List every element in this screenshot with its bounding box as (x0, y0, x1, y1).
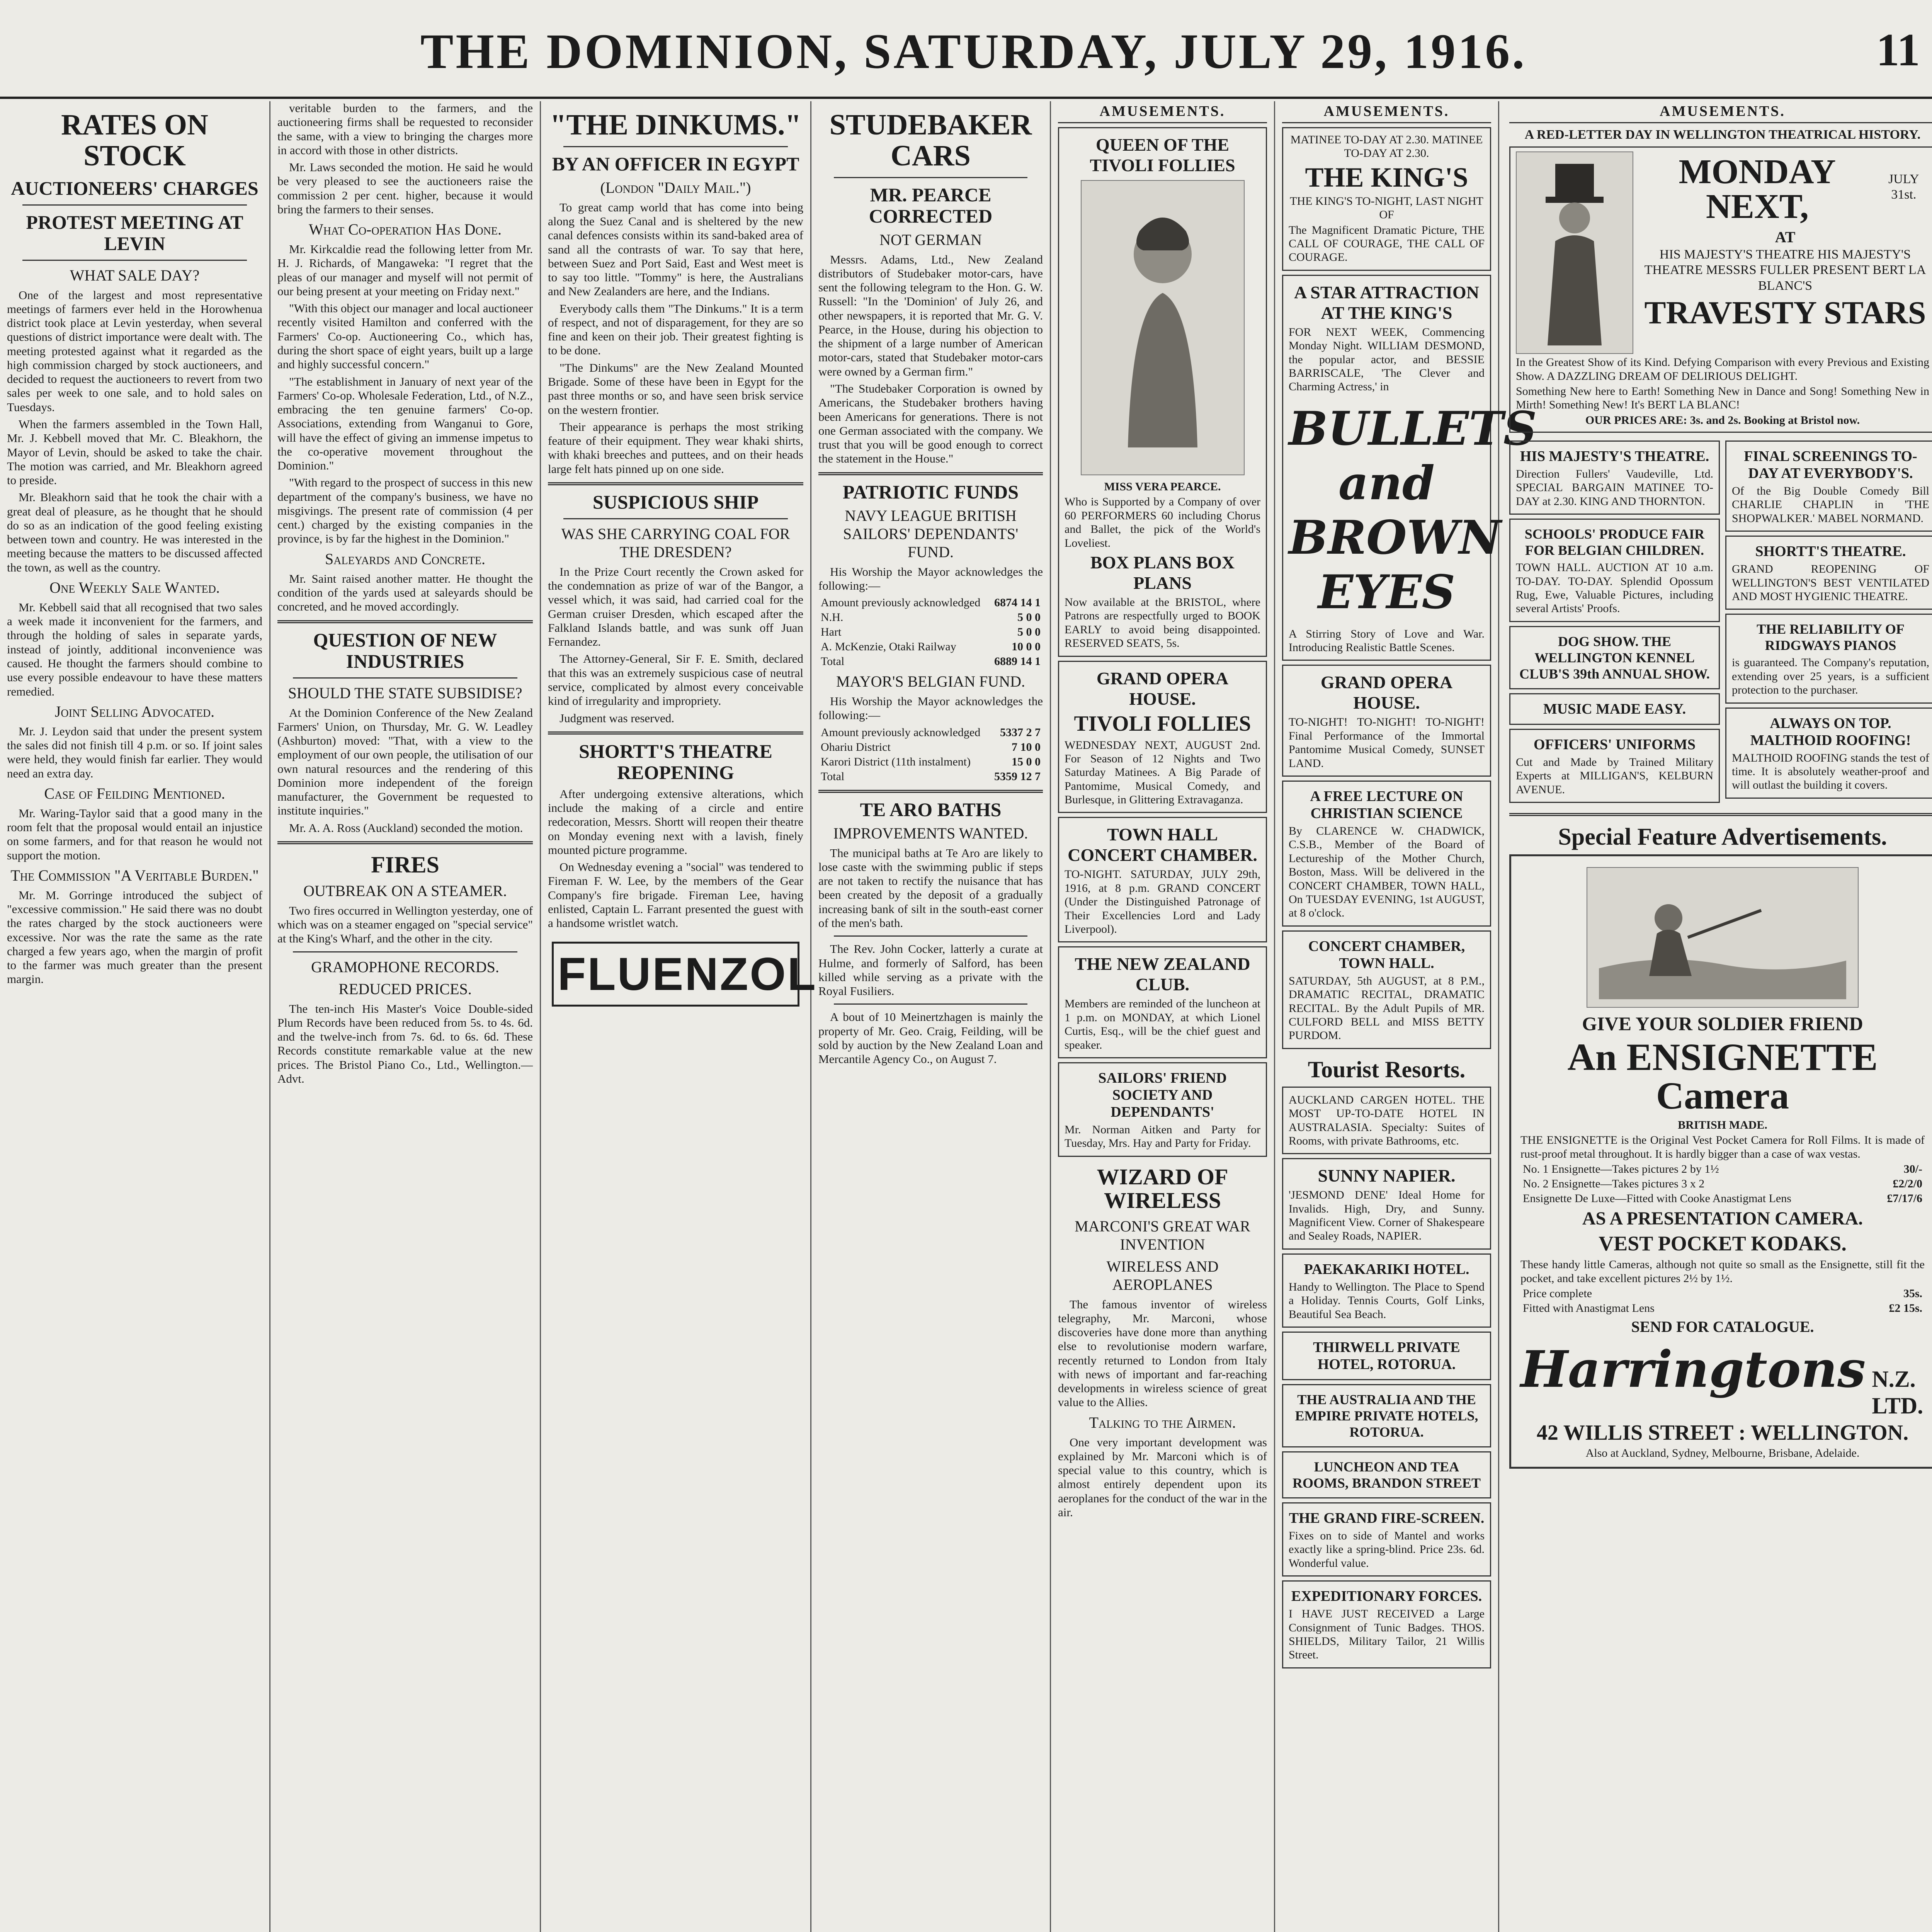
list-label: No. 2 Ensignette—Takes pictures 3 x 2 (1523, 1177, 1705, 1190)
portrait-caption: MISS VERA PEARCE. (1104, 480, 1221, 493)
article-paragraph: The famous inventor of wireless telegraphy, Mr. Marconi, whose discoveries have done more than anything else to revolutionise modern warfare, recently returned to London from Italy with news of important and far-reaching developments in wireless science of great value to the Allies. (1058, 1297, 1267, 1409)
divider (277, 620, 533, 623)
advert-text: FOR NEXT WEEK, Commencing Monday Night. WILLIAM DESMOND, the popular actor, and BESSIE BARRISCALE, 'The Clever and Charming Actress,' in (1289, 325, 1485, 393)
article-paragraph: "The Studebaker Corporation is owned by Americans, the Studebaker brothers having been Americans for generations. There is not one German associated with the company. We trust that you will be good enough to correct the statement in the House." (818, 381, 1043, 466)
subhead-joint-selling: Joint Selling Advocated. (54, 702, 215, 720)
article-paragraph: Mr. Waring-Taylor said that a good many in the room felt that the proposal would entail an injustice on some farmers, and for that reason he would not support the motion. (7, 806, 262, 862)
amusements-header: AMUSEMENTS. (1282, 103, 1491, 123)
divider (22, 204, 247, 206)
advert-text: Members are reminded of the luncheon at 1 p.m. on MONDAY, at which Lionel Curtis, Esq., will be the chief guest and speaker. (1065, 997, 1260, 1051)
subhead-marconi: MARCONI'S GREAT WAR INVENTION (1075, 1217, 1250, 1253)
list-value: 7 10 0 (1012, 740, 1041, 753)
headline-tourist-resorts: Tourist Resorts. (1308, 1056, 1466, 1082)
article-paragraph: After undergoing extensive alterations, which include the making of a circle and entire redecoration, Messrs. Shortt will reopen their theatre on Monday evening next with a lavish, finely mounted picture programme. (548, 787, 803, 857)
advert-prices: OUR PRICES ARE: 3s. and 2s. Booking at Bristol now. (1585, 413, 1860, 427)
advert-heading: LUNCHEON AND TEA ROOMS, BRANDON STREET (1292, 1459, 1481, 1491)
harringtons-logo: Harringtons (1520, 1340, 1866, 1399)
advert-heading: THE RELIABILITY OF RIDGWAYS PIANOS (1757, 621, 1905, 653)
advert-heading: AS A PRESENTATION CAMERA. (1582, 1208, 1863, 1229)
divider (22, 260, 247, 261)
list-label: Ensignette De Luxe—Fitted with Cooke Anastigmat Lens (1523, 1192, 1791, 1205)
subhead-state-subsidise: SHOULD THE STATE SUBSIDISE? (288, 684, 522, 702)
list-row (1523, 1301, 1922, 1315)
list-row (821, 625, 1041, 639)
advert-heading: CONCERT CHAMBER, TOWN HALL. (1308, 938, 1465, 971)
advert-dramatic-recital (1282, 930, 1491, 1049)
advert-heading: SUNNY NAPIER. (1318, 1166, 1456, 1186)
advert-christian-science (1282, 781, 1491, 927)
subhead-what-sale-day: WHAT SALE DAY? (70, 266, 200, 284)
headline-studebaker: STUDEBAKER CARS (829, 109, 1032, 172)
advert-box-plans: BOX PLANS BOX PLANS (1090, 552, 1235, 593)
advert-heading: A FREE LECTURE ON CHRISTIAN SCIENCE (1310, 788, 1463, 822)
headline-shortts-theatre: SHORTT'S THEATRE REOPENING (579, 740, 772, 783)
article-paragraph: At the Dominion Conference of the New Zealand Farmers' Union, on Thursday, Mr. G. W. Leadley (Ashburton) moved: "That, with a view to the employment of our own people, the utilisation of our own natural resources and the rendering of this Dominion more independent of the foreign manufacturer, the Government be requested to institute inquiries." (277, 706, 533, 818)
divider (563, 146, 788, 147)
advert-text: TOWN HALL. AUCTION AT 10 a.m. TO-DAY. TO-DAY. Splendid Opossum Rug, Ewe, Valuable Pictures, including several Artists' Proofs. (1516, 561, 1713, 615)
advert-heading: SHORTT'S THEATRE. (1755, 543, 1906, 560)
advert-text: Who is Supported by a Company of over 60 PERFORMERS 60 including Chorus and Ballet, the pick of the World's Loveliest. (1065, 495, 1260, 549)
advert-text: These handy little Cameras, although not quite so small as the Ensignette, still fit the pocket, and take excellent pictures 2½ by 1½. (1520, 1258, 1925, 1285)
subhead-auctioneers-charges: AUCTIONEERS' CHARGES (11, 177, 259, 199)
subhead-protest-meeting: PROTEST MEETING AT LEVIN (26, 211, 243, 254)
list-value: 5337 2 7 (1000, 726, 1041, 739)
article-paragraph: A bout of 10 Meinertzhagen is mainly the property of Mr. Geo. Craig, Feilding, will be sold by auction by the New Zealand Loan and Mercantile Agency Co., on August 7. (818, 1010, 1043, 1066)
advert-heading: ALWAYS ON TOP. MALTHOID ROOFING! (1750, 715, 1911, 748)
list-row (821, 640, 1041, 654)
article-paragraph: His Worship the Mayor acknowledges the following:— (818, 565, 1043, 592)
advert-text: SATURDAY, 5th AUGUST, at 8 P.M., DRAMATIC RECITAL, DRAMATIC RECITAL. By the Adult Pupils of MR. CULFORD BELL and MISS BETTY PURDOM. (1289, 974, 1485, 1042)
list-label: Amount previously acknowledged (821, 596, 981, 609)
divider (818, 790, 1043, 793)
advert-cargen-hotel (1282, 1087, 1491, 1155)
article-paragraph: Mr. Kebbell said that all recognised that two sales a week made it inconvenient for the farmers, and through the holding of sales in separate yards, instead of jointly, additional inconvenience was caused. He thought the farmers should combine to use every possible endeavour to have these matters remedied. (7, 600, 262, 698)
article-paragraph: On Wednesday evening a "social" was tendered to Fireman F. W. Lee, by the members of the Gear Company's fire brigade. Fireman Lee, having enlisted, Captain L. Farrant presented the guest with a handsome wristlet watch. (548, 860, 803, 930)
list-value: 10 0 0 (1012, 640, 1041, 653)
list-label: Price complete (1523, 1287, 1592, 1300)
advert-text: Direction Fullers' Vaudeville, Ltd. SPECIAL BARGAIN MATINEE TO-DAY at 2.30. KING AND THORNTON. (1516, 468, 1713, 508)
divider (293, 951, 517, 952)
advert-heading: SCHOOLS' PRODUCE FAIR FOR BELGIAN CHILDREN. (1524, 526, 1705, 558)
subhead-saleyards: Saleyards and Concrete. (325, 550, 485, 568)
article-paragraph: His Worship the Mayor acknowledges the following:— (818, 694, 1043, 722)
article-paragraph: The Attorney-General, Sir F. E. Smith, declared that this was an extremely suspicious case of neutral service, complicated by almost every conceivable kind of irregularity and impropriety. (548, 652, 803, 708)
advert-text: In the Greatest Show of its Kind. Defying Comparison with every Previous and Existing Show. A DAZZLING DREAM OF DELIRIOUS DELIGHT. (1516, 356, 1929, 383)
advert-title: MONDAY NEXT, (1679, 153, 1836, 226)
article-paragraph: Messrs. Adams, Ltd., New Zealand distributors of Studebaker motor-cars, have sent the following telegram to the Hon. G. W. Russell: "In the 'Dominion' of July 26, and other newspapers, it is reported that Mr. G. V. Pearce, in the House, during his objection to the shipment of a large number of American motor-cars, stated that Studebaker motor-cars were owned by a German firm." (818, 252, 1043, 378)
subhead-officer-in-egypt: BY AN OFFICER IN EGYPT (552, 153, 799, 175)
advert-text: is guaranteed. The Company's reputation, extending over 25 years, is a sufficient protection to the purchaser. (1732, 656, 1929, 697)
advert-the-kings (1282, 127, 1491, 271)
article-paragraph: "The establishment in January of next year of the Farmers' Co-op. Wholesale Federation, Ltd., of N.Z., embracing the ten genuine farmers' Co-op. Associations, extending from Wanganui to Gore, will have the effect of giving an immense impetus to the co-operative movement throughout the Dominion." (277, 374, 533, 473)
advert-town-hall-concert (1058, 817, 1267, 942)
advert-text: GRAND REOPENING OF WELLINGTON'S BEST VENTILATED AND MOST HYGIENIC THEATRE. (1732, 563, 1929, 603)
top-hat-figure-illustration (1516, 151, 1633, 354)
advert-heading: VEST POCKET KODAKS. (1599, 1232, 1847, 1255)
advert-text: TO-NIGHT! TO-NIGHT! TO-NIGHT! Final Performance of the Immortal Pantomime Musical Comedy, SUNSET LAND. (1289, 716, 1485, 770)
list-row (821, 726, 1041, 740)
advert-tivoli-queen (1058, 127, 1267, 657)
advert-luncheon-rooms (1282, 1451, 1491, 1498)
list-label: Total (821, 655, 845, 668)
advert-heading: THIRWELL PRIVATE HOTEL, ROTORUA. (1313, 1339, 1460, 1373)
divider (563, 518, 788, 519)
list-value: 6889 14 1 (994, 655, 1041, 668)
subhead-not-german: NOT GERMAN (879, 231, 982, 248)
fluenzol-advert: FLUENZOL (552, 942, 799, 1007)
list-row (1523, 1177, 1922, 1191)
subhead-steamer-outbreak: OUTBREAK ON A STEAMER. (303, 882, 507, 900)
list-row (821, 596, 1041, 610)
advert-heading: OFFICERS' UNIFORMS (1533, 736, 1696, 753)
article-paragraph: Mr. Laws seconded the motion. He said he would be very pleased to see the auctioneers raise the commission 2 per cent. higher, because it would bring the farmers to their senses. (277, 160, 533, 216)
subhead-improvements: IMPROVEMENTS WANTED. (833, 824, 1028, 842)
advert-text: TO-NIGHT. SATURDAY, JULY 29th, 1916, at 8 p.m. GRAND CONCERT (Under the Distinguished Patronage of Their Excellencies Lord and Lady Liverpool). (1065, 868, 1260, 936)
advert-text: The Magnificent Dramatic Picture, THE CALL OF COURAGE, THE CALL OF COURAGE. (1289, 223, 1485, 264)
list-value: 5 0 0 (1017, 626, 1041, 639)
article-paragraph: One of the largest and most representative meetings of farmers ever held in the Horowhenua district took place at Levin yesterday, when several questions of district importance were dealt with. The meeting protested against what it regarded as the high commission charged by stock auctioneers, and decided to request the auctioneers to revert from two sales per week to one sale, and to hold sales on Tuesdays. (7, 288, 262, 414)
headline-new-industries: QUESTION OF NEW INDUSTRIES (313, 629, 497, 672)
harringtons-ltd: N.Z. LTD. (1872, 1366, 1923, 1419)
advert-grand-opera (1282, 665, 1491, 777)
list-row (821, 611, 1041, 624)
list-row (821, 740, 1041, 754)
divider (548, 482, 803, 485)
page-number: 11 (1876, 24, 1920, 75)
kodak-price-list (1520, 1287, 1925, 1315)
advert-heading: GIVE YOUR SOLDIER FRIEND (1582, 1013, 1863, 1035)
subhead-reduced-prices: REDUCED PRICES. (338, 980, 472, 998)
advert-text: HIS MAJESTY'S THEATRE HIS MAJESTY'S THEATRE MESSRS FULLER PRESENT BERT LA BLANC'S (1644, 247, 1926, 293)
advert-everybodys (1725, 440, 1932, 532)
fund-list-belgian (818, 726, 1043, 784)
article-paragraph: Their appearance is perhaps the most striking feature of their equipment. They wear khaki shirts, with khaki breeches and puttees, and on their heads large felt hats pinned up on one side. (548, 420, 803, 476)
advert-heading: GRAND OPERA HOUSE. (1320, 672, 1453, 713)
headline-te-aro-baths: TE ARO BATHS (860, 798, 1002, 820)
list-row (821, 755, 1041, 769)
advert-text: Fixes on to side of Mantel and works exactly like a spring-blind. Price 23s. 6d. Wonderful value. (1289, 1529, 1485, 1570)
advert-text: AT (1775, 228, 1796, 246)
headline-wizard-of-wireless: WIZARD OF WIRELESS (1097, 1164, 1228, 1213)
advert-text: THE KING'S TO-NIGHT, LAST NIGHT OF (1290, 194, 1483, 221)
advert-expeditionary (1282, 1580, 1491, 1668)
advert-title: TRAVESTY STARS (1644, 294, 1926, 331)
list-value: 6874 14 1 (994, 596, 1041, 609)
column-studebaker (811, 101, 1051, 1932)
article-paragraph: Mr. Bleakhorn said that he took the chair with a great deal of pleasure, as he thought that he should do so as an indication of the good feeling existing between town and country. He was interested in the meeting because the matters to be discussed affected the town, as well as the country. (7, 490, 262, 574)
portrait-illustration (1081, 180, 1245, 475)
advert-text: Handy to Wellington. The Place to Spend a Holiday. Tennis Courts, Golf Links, Beautiful Sea Beach. (1289, 1280, 1485, 1321)
article-paragraph: To great camp world that has come into being along the Suez Canal and is sheltered by the new canal defences consists within its sand-baked area of sand all the contrasts of war. To say that here, between Suez and Port Said, East and West meet is to say too little. "Tommy" is here, the Australians and New Zealanders are here, and the Indians. (548, 200, 803, 298)
article-paragraph: Mr. J. Leydon said that under the present system the sales did not finish till 4 p.m. or so. If joint sales were held, they would finish far earlier. They would need an extra day. (7, 724, 262, 780)
list-label: A. McKenzie, Otaki Railway (821, 640, 956, 653)
column-amusements-2 (1275, 101, 1537, 1932)
list-label: Ohariu District (821, 740, 891, 753)
advert-text: AUCKLAND CARGEN HOTEL. THE MOST UP-TO-DATE HOTEL IN AUSTRALASIA. Specialty: Suites of Rooms, with private Bathrooms, etc. (1289, 1093, 1485, 1147)
advert-text: BRITISH MADE. (1678, 1119, 1767, 1132)
list-value: 35s. (1903, 1287, 1922, 1300)
advert-text: WEDNESDAY NEXT, AUGUST 2nd. For Season of 12 Nights and Two Saturday Matinees. A Big Parade of Pantomime, Musical Comedy, and Burlesque, in Glittering Extravaganza. (1065, 738, 1260, 806)
harringtons-address: 42 WILLIS STREET : WELLINGTON. (1536, 1421, 1909, 1445)
advert-text: By CLARENCE W. CHADWICK, C.S.B., Member of the Board of Lectureship of the Mother Church, Boston, Mass. Will be delivered in the CONCERT CHAMBER, TOWN HALL, On TUESDAY EVENING, 1st AUGUST, at 8 o'clock. (1289, 825, 1485, 920)
divider (834, 935, 1027, 937)
advert-schools-produce-fair (1509, 519, 1720, 622)
advert-heading: FINAL SCREENINGS TO-DAY AT EVERYBODY'S. (1744, 448, 1917, 482)
list-label: Amount previously acknowledged (821, 726, 981, 739)
list-label: Karori District (11th instalment) (821, 755, 971, 768)
list-value: 5 0 0 (1017, 611, 1041, 624)
newspaper-title: THE DOMINION, SATURDAY, JULY 29, 1916. (420, 24, 1527, 79)
advert-australia-empire (1282, 1384, 1491, 1447)
advert-bullets-brown-eyes (1282, 275, 1537, 661)
headline-rates-on-stock: RATES ON STOCK (61, 109, 208, 172)
advert-title: TIVOLI FOLLIES (1074, 711, 1251, 736)
article-paragraph: "The Dinkums" are the New Zealand Mounted Brigade. Some of these have been in Egypt for the past three months or so, and have seen brisk service on the western frontier. (548, 361, 803, 417)
harringtons-branches: Also at Auckland, Sydney, Melbourne, Brisbane, Adelaide. (1585, 1447, 1860, 1460)
ensignette-title: An ENSIGNETTE Camera (1567, 1036, 1878, 1117)
subhead-one-weekly-sale: One Weekly Sale Wanted. (49, 578, 220, 596)
advert-jesmond-dene (1282, 1158, 1491, 1250)
article-paragraph: "With this object our manager and local auctioneer recently visited Hamilton and conferred with the Farmers' Co-op. Auctioneering Co., which has, during the short space of eight years, built up a large and highly successful concern." (277, 301, 533, 371)
advert-title: THE KING'S (1305, 162, 1468, 193)
advert-text: Of the Big Double Comedy Bill CHARLIE CHAPLIN in 'THE SHOPWALKER.' MABEL NORMAND. (1732, 485, 1929, 525)
article-paragraph: The Rev. John Cocker, latterly a curate at Hulme, and formerly of Salford, has been killed while serving as a private with the Royal Fusiliers. (818, 942, 1043, 998)
article-paragraph: Mr. Saint raised another matter. He thought the condition of the yards used at saleyards should be concreted, and he moved accordingly. (277, 571, 533, 614)
column-continued-industries (270, 101, 541, 1932)
divider (1509, 813, 1932, 816)
list-value: £2/2/0 (1893, 1177, 1922, 1190)
list-value: £2 15s. (1889, 1302, 1922, 1315)
subhead-wireless-aeroplanes: WIRELESS AND AEROPLANES (1106, 1257, 1219, 1293)
list-value: 5359 12 7 (994, 770, 1041, 783)
bullets-brown-eyes-title: BULLETS and BROWN EYES (1289, 401, 1537, 619)
column-rates-on-stock (0, 101, 270, 1932)
advert-malthoid-roofing (1725, 707, 1932, 799)
headline-fires: FIRES (371, 852, 439, 878)
advert-heading: SEND FOR CATALOGUE. (1631, 1318, 1814, 1336)
advert-officers-uniforms (1509, 729, 1720, 803)
list-label: Fitted with Anastigmat Lens (1523, 1302, 1655, 1315)
list-row (821, 655, 1041, 668)
advert-ridgways-pianos (1725, 614, 1932, 703)
list-value: 15 0 0 (1012, 755, 1041, 768)
article-paragraph: Everybody calls them "The Dinkums." It is a term of respect, and not of disparagement, for they are so fine and keen on their job. Their greatest fighting is to be done. (548, 301, 803, 357)
article-paragraph: "With regard to the prospect of success in this new department of the company's business, we have no misgivings. The present rate of commission (4 per cent.) charged by the existing companies in the province, is by far the highest in the Dominion." (277, 476, 533, 546)
advert-heading: A STAR ATTRACTION AT THE KING'S (1294, 282, 1479, 323)
subhead-belgian-fund: MAYOR'S BELGIAN FUND. (836, 673, 1026, 690)
advert-music-made-easy (1509, 693, 1720, 725)
fund-list-navy (818, 596, 1043, 668)
article-paragraph: veritable burden to the farmers, and the auctioneering firms shall be requested to reconsider the same, with a view to bringing the charges more in accord with those in other districts. (277, 101, 533, 157)
advert-text: Cut and Made by Trained Military Experts at MILLIGAN'S, KELBURN AVENUE. (1516, 755, 1713, 796)
advert-heading: PAEKAKARIKI HOTEL. (1304, 1261, 1469, 1277)
list-label: Hart (821, 626, 842, 639)
advert-heading: QUEEN OF THE TIVOLI FOLLIES (1090, 135, 1235, 175)
list-row (1523, 1287, 1922, 1301)
article-paragraph: One very important development was explained by Mr. Marconi which is of special value to this country, which is almost entirely dependent upon its aeroplanes for the conduct of the war in the air. (1058, 1435, 1267, 1519)
advert-text: I HAVE JUST RECEIVED a Large Consignment of Tunic Badges. THOS. SHIELDS, Military Tailor, 21 Willis Street. (1289, 1607, 1485, 1662)
advert-heading: TOWN HALL CONCERT CHAMBER. (1068, 825, 1257, 865)
advert-text: Mr. Norman Aitken and Party for Tuesday, Mrs. Hay and Party for Friday. (1065, 1123, 1260, 1150)
subhead-gramophone-records: GRAMOPHONE RECORDS. (311, 958, 499, 976)
subhead-co-operation: What Co-operation Has Done. (308, 221, 502, 238)
subhead-commission-burden: The Commission "A Veritable Burden." (10, 866, 259, 884)
article-paragraph: Two fires occurred in Wellington yesterday, one of which was on a steamer engaged on "special service" at the King's Wharf, and the other in the city. (277, 903, 533, 946)
column-amusements-3 (1499, 101, 1932, 1932)
advert-text: Something New here to Earth! Something New in Dance and Song! Something New in Mirth! Something New! It's BERT LA BLANC! (1516, 384, 1929, 412)
subhead-feilding: Case of Feilding Mentioned. (44, 784, 225, 802)
advert-tivoli-follies (1058, 661, 1267, 813)
advert-heading: THE NEW ZEALAND CLUB. (1075, 954, 1250, 995)
article-paragraph: The municipal baths at Te Aro are likely to lose caste with the swimming public if steps are not taken to rectify the nuisance that has been created by the deposit of a gradually increasing bank of silt in the south-east corner of the men's bath. (818, 846, 1043, 930)
advert-shortts-theatre (1725, 536, 1932, 610)
masthead (0, 0, 1932, 99)
advert-text: MATINEE TO-DAY AT 2.30. MATINEE TO-DAY AT 2.30. (1290, 133, 1483, 160)
subhead-dresden: WAS SHE CARRYING COAL FOR THE DRESDEN? (561, 525, 790, 561)
list-label: No. 1 Ensignette—Takes pictures 2 by 1½ (1523, 1163, 1719, 1176)
divider (818, 472, 1043, 475)
ensignette-price-list (1520, 1162, 1925, 1206)
advert-ensignette (1509, 854, 1932, 1469)
advert-nz-club (1058, 946, 1267, 1058)
advert-heading: GRAND OPERA HOUSE. (1096, 668, 1229, 709)
advert-dog-show (1509, 626, 1720, 689)
special-feature-heading: Special Feature Advertisements. (1558, 823, 1887, 850)
divider (548, 731, 803, 735)
advert-travesty-stars (1509, 146, 1932, 433)
list-row (1523, 1192, 1922, 1206)
advert-his-majestys (1509, 440, 1720, 515)
divider (834, 177, 1027, 178)
advert-heading: HIS MAJESTY'S THEATRE. (1520, 448, 1709, 465)
divider (834, 1003, 1027, 1005)
amusements-header: AMUSEMENTS. (1509, 103, 1932, 123)
advert-sailors-friend (1058, 1062, 1267, 1157)
advert-heading: MUSIC MADE EASY. (1543, 701, 1686, 717)
advert-thirwell (1282, 1332, 1491, 1380)
divider (293, 677, 517, 679)
headline-suspicious-ship: SUSPICIOUS SHIP (592, 491, 759, 513)
list-value: 30/- (1903, 1163, 1922, 1176)
headline-dinkums: "THE DINKUMS." (550, 109, 801, 141)
headline-patriotic-funds: PATRIOTIC FUNDS (842, 481, 1019, 503)
advert-fire-screen (1282, 1502, 1491, 1577)
advert-heading: THE AUSTRALIA AND THE EMPIRE PRIVATE HOTELS, ROTORUA. (1295, 1392, 1478, 1440)
advert-heading: SAILORS' FRIEND SOCIETY AND DEPENDANTS' (1098, 1070, 1227, 1120)
divider (277, 841, 533, 844)
subhead-pearce-corrected: MR. PEARCE CORRECTED (869, 184, 993, 227)
advert-text: Now available at the BRISTOL, where Patrons are respectfully urged to BOOK EARLY to avoid being disappointed. RESERVED SEATS, 5s. (1065, 595, 1260, 650)
subhead-talking-airmen: Talking to the Airmen. (1089, 1413, 1236, 1431)
list-row (1523, 1162, 1922, 1176)
article-paragraph: Mr. A. A. Ross (Auckland) seconded the motion. (289, 821, 523, 835)
article-paragraph: When the farmers assembled in the Town Hall, Mr. J. Kebbell moved that Mr. C. Bleakhorn, the Mayor of Levin, should be asked to take the chair. The motion was carried, and Mr. Bleakhorn agreed to preside. (7, 417, 262, 487)
advert-date: JULY 31st. (1888, 172, 1919, 202)
list-label: N.H. (821, 611, 844, 624)
list-value: £7/17/6 (1887, 1192, 1922, 1205)
article-paragraph: Judgment was reserved. (560, 711, 674, 725)
column-dinkums (541, 101, 817, 1932)
red-letter-banner: A RED-LETTER DAY IN WELLINGTON THEATRICAL HISTORY. (1524, 128, 1921, 142)
subhead-daily-mail: (London "Daily Mail.") (600, 179, 751, 196)
advert-text: 'JESMOND DENE' Ideal Home for Invalids. High, Dry, and Sunny. Magnificent View. Corner of Shakespeare and Sealey Roads, NAPIER. (1289, 1189, 1485, 1243)
advert-text: A Stirring Story of Love and War. Introducing Realistic Battle Scenes. (1289, 627, 1485, 654)
advert-paekakariki (1282, 1253, 1491, 1328)
advert-text: THE ENSIGNETTE is the Original Vest Pocket Camera for Roll Films. It is made of rust-proof metal throughout. It is hardly bigger than a case of wax vestas. (1520, 1134, 1925, 1160)
advert-heading: DOG SHOW. THE WELLINGTON KENNEL CLUB'S 39th ANNUAL SHOW. (1519, 633, 1710, 682)
advert-heading: THE GRAND FIRE-SCREEN. (1289, 1510, 1485, 1527)
advert-paragraph: The ten-inch His Master's Voice Double-sided Plum Records have been reduced from 5s. to 4s. 6d. and the twelve-inch from 7s. 6d. to 6s. 6d. These Records constitute remarkable value at the new prices. The Bristol Piano Co., Ltd., Wellington.—Advt. (277, 1002, 533, 1086)
list-label: Total (821, 770, 845, 783)
soldier-illustration (1587, 867, 1859, 1008)
article-paragraph: Mr. Kirkcaldie read the following letter from Mr. H. J. Richards, of Mangaweka: "I regret that the pleas of our manager and myself will not permit of our being present at your meeting on Friday next." (277, 242, 533, 298)
article-paragraph: Mr. M. Gorringe introduced the subject of "excessive commission." He said there was no doubt the rates charged by the stock auctioneers were excessive. Nor was the rate the same as the rate charged a few years ago, when the margin of profit to the farmer was much greater than the present margin. (7, 888, 262, 986)
amusements-header: AMUSEMENTS. (1058, 103, 1267, 123)
article-paragraph: In the Prize Court recently the Crown asked for the condemnation as prize of war of the Bangor, a vessel which, it was said, had carried coal for the German cruiser Dresden, which escaped after the Falkland Islands battle, and was sunk off Juan Fernandez. (548, 565, 803, 649)
subhead-navy-league: NAVY LEAGUE BRITISH SAILORS' DEPENDANTS' FUND. (843, 507, 1019, 561)
advert-text: MALTHOID ROOFING stands the test of time. It is absolutely weather-proof and will outlast the building it covers. (1732, 751, 1929, 792)
list-row (821, 770, 1041, 784)
column-amusements-1 (1051, 101, 1275, 1932)
advert-heading: EXPEDITIONARY FORCES. (1291, 1588, 1482, 1605)
